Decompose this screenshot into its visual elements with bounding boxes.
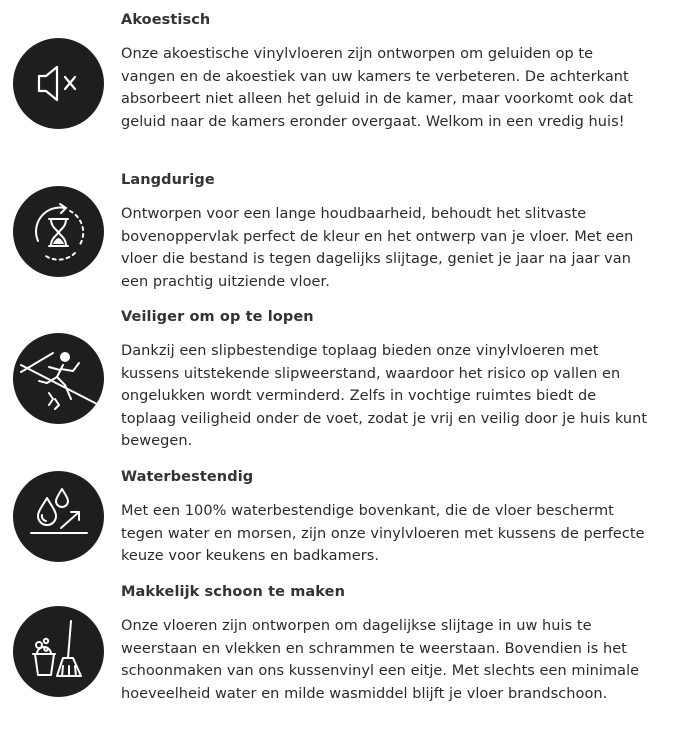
feature-title: Waterbestendig xyxy=(121,469,254,485)
speaker-muted-icon xyxy=(13,38,104,129)
feature-description: Dankzij een slipbestendige toplaag bieden onze vinylvloeren met kussens uitstekende slipweerstand, waardoor het risico op vallen en ongelukken wordt verminderd. Zelfs in vochtige ruimtes biedt de toplaag veiligheid onder de voet, zodat je vrij en veilig door je huis kunt bewegen. xyxy=(121,343,648,449)
feature-title: Langdurige xyxy=(121,172,215,188)
feature-description: Met een 100% waterbestendige bovenkant, die de vloer beschermt tegen water en morsen, zijn onze vinylvloeren met kussens de perfecte keuze voor keukens en badkamers. xyxy=(121,503,645,564)
feature-description: Ontworpen voor een lange houdbaarheid, behoudt het slitvaste bovenoppervlak perfect de kleur en het ontwerp van je vloer. Met een vloer die bestand is tegen dagelijks slijtage, geniet je jaar na jaar van een prachtig uitziende vloer. xyxy=(121,206,634,290)
mop-bucket-icon xyxy=(13,606,104,697)
water-drops-icon xyxy=(13,471,104,562)
feature-title: Veiliger om op te lopen xyxy=(121,309,314,325)
no-slip-icon xyxy=(13,333,104,424)
feature-title: Makkelijk schoon te maken xyxy=(121,584,346,600)
hourglass-icon xyxy=(13,186,104,277)
feature-description: Onze vloeren zijn ontworpen om dagelijkse slijtage in uw huis te weerstaan en vlekken en schrammen te weerstaan. Bovendien is het schoonmaken van ons kussenvinyl een eitje. Met slechts een minimale hoeveelheid water en milde wasmiddel blijft je vloer brandschoon. xyxy=(121,618,640,702)
feature-title: Akoestisch xyxy=(121,12,211,28)
feature-description: Onze akoestische vinylvloeren zijn ontworpen om geluiden op te vangen en de akoestiek van uw kamers te verbeteren. De achterkant absorbeert niet alleen het geluid in de kamer, maar voorkomt ook dat geluid naar de kamers eronder overgaat. Welkom in een vredig huis! xyxy=(121,46,634,130)
